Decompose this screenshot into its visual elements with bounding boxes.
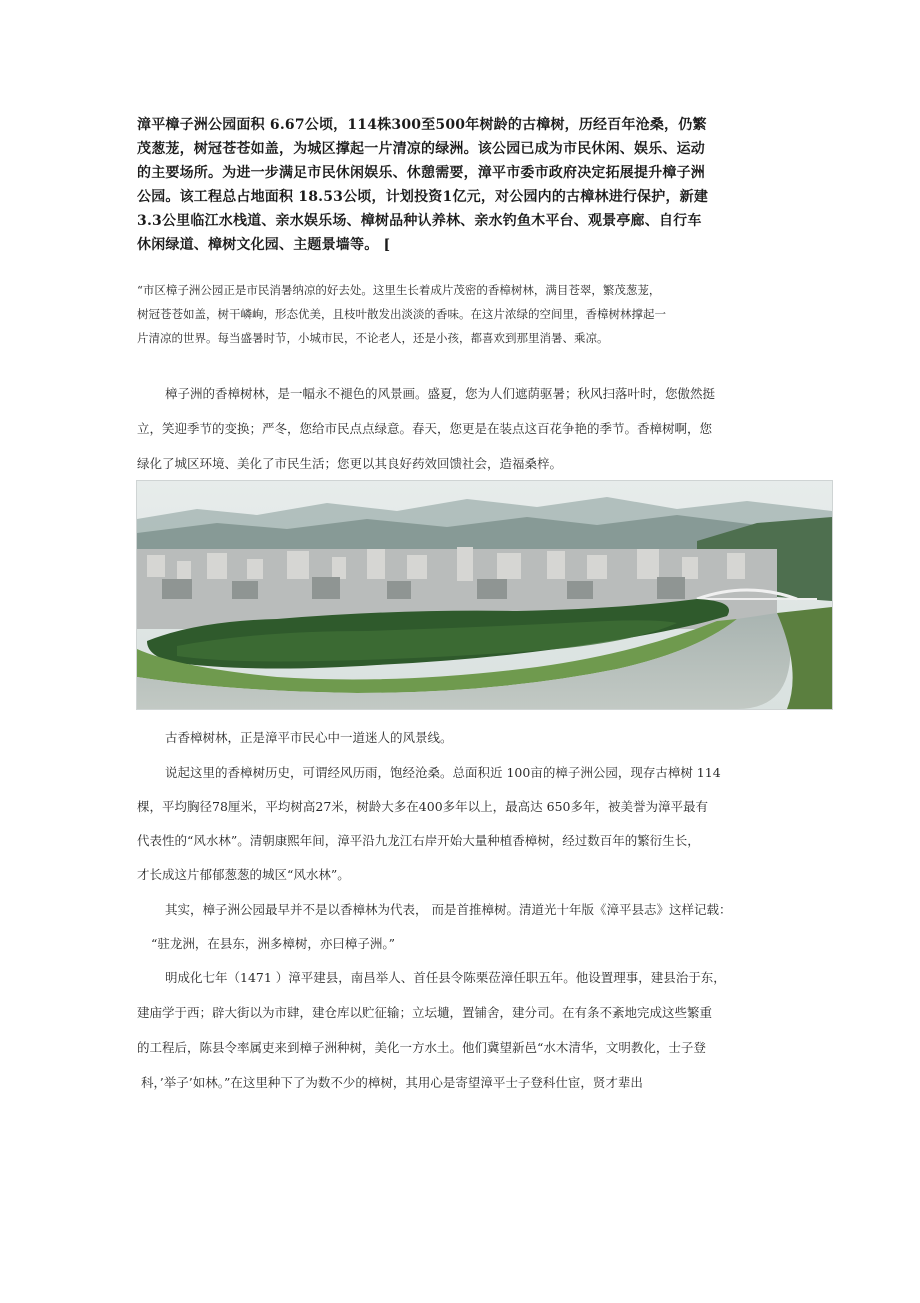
text-line: 休闲绿道、樟树文化园、主题景墙等。 [ bbox=[137, 237, 391, 253]
text-line: 说起这里的香樟树历史，可谓经风历雨，饱经沧桑。总面积近 100亩的樟子洲公园，现存古樟树 114 bbox=[165, 765, 721, 780]
text-line: “市区樟子洲公园正是市民消暑纳凉的好去处。这里生长着成片茂密的香樟树林，满目苍翠，繁茂葱茏， bbox=[137, 283, 661, 297]
text-line: 片清凉的世界。每当盛暑时节，小城市民，不论老人，还是小孩，都喜欢到那里消暑、乘凉。 bbox=[137, 331, 609, 345]
text-line: 其实，樟子洲公园最早并不是以香樟林为代表， 而是首推樟树。清道光十年版《漳平县志》这样记载： bbox=[165, 902, 732, 917]
city-river-panorama-photo bbox=[136, 480, 833, 710]
text-line: 的主要场所。为进一步满足市民休闲娱乐、休憩需要，漳平市委市政府决定拓展提升樟子洲 bbox=[137, 165, 705, 181]
text-line: 漳平樟子洲公园面积 6.67公顷，114株300至500年树龄的古樟树，历经百年沧桑，仍繁 bbox=[137, 117, 707, 133]
text-line: 3.3公里临江水栈道、亲水娱乐场、樟树品种认养林、亲水钓鱼木平台、观景亭廊、自行车 bbox=[137, 213, 702, 229]
text-line: 科，’举子’如林。”在这里种下了为数不少的樟树，其用心是寄望漳平士子登科仕宦，贤才辈出 bbox=[141, 1075, 643, 1090]
text-line: 绿化了城区环境、美化了市民生活；您更以其良好药效回馈社会，造福桑梓。 bbox=[137, 456, 563, 471]
text-line: 建庙学于西；辟大街以为市肆，建仓库以贮征输；立坛壝，置铺舍，建分司。在有条不紊地完成这些繁重 bbox=[137, 1005, 713, 1020]
text-line: 才长成这片郁郁葱葱的城区“风水林”。 bbox=[137, 867, 350, 882]
text-line: 的工程后，陈县令率属吏来到樟子洲种树，美化一方水土。他们冀望新邑“水木清华，文明教化，士子登 bbox=[137, 1040, 706, 1055]
text-line: 代表性的“风水林”。清朝康熙年间，漳平沿九龙江右岸开始大量种植香樟树，经过数百年的繁衍生长， bbox=[137, 833, 700, 848]
text-line: 樟子洲的香樟树林，是一幅永不褪色的风景画。盛夏，您为人们遮荫驱暑；秋风扫落叶时，您傲然挺 bbox=[165, 386, 716, 401]
text-line: 公园。该工程总占地面积 18.53公顷，计划投资1亿元，对公园内的古樟林进行保护，新建 bbox=[137, 189, 709, 205]
text-line: “驻龙洲，在县东，洲多樟树，亦曰樟子洲。” bbox=[151, 936, 396, 951]
text-line: 古香樟树林，正是漳平市民心中一道迷人的风景线。 bbox=[165, 730, 453, 745]
text-line: 立，笑迎季节的变换；严冬，您给市民点点绿意。春天，您更是在装点这百花争艳的季节。香樟树啊，您 bbox=[137, 421, 713, 436]
text-line: 棵，平均胸径78厘米，平均树高27米，树龄大多在400多年以上，最高达 650多年，被美誉为漳平最有 bbox=[137, 799, 709, 814]
text-line: 茂葱茏，树冠苍苍如盖，为城区撑起一片清凉的绿洲。该公园已成为市民休闲、娱乐、运动 bbox=[137, 141, 705, 157]
text-line: 明成化七年（1471 ）漳平建县，南昌举人、首任县令陈栗莅漳任职五年。他设置理事，建县治于东， bbox=[165, 970, 726, 985]
text-line: 树冠苍苍如盖，树干嶙峋，形态优美，且枝叶散发出淡淡的香味。在这片浓绿的空间里，香樟树林撑起一 bbox=[137, 307, 666, 321]
